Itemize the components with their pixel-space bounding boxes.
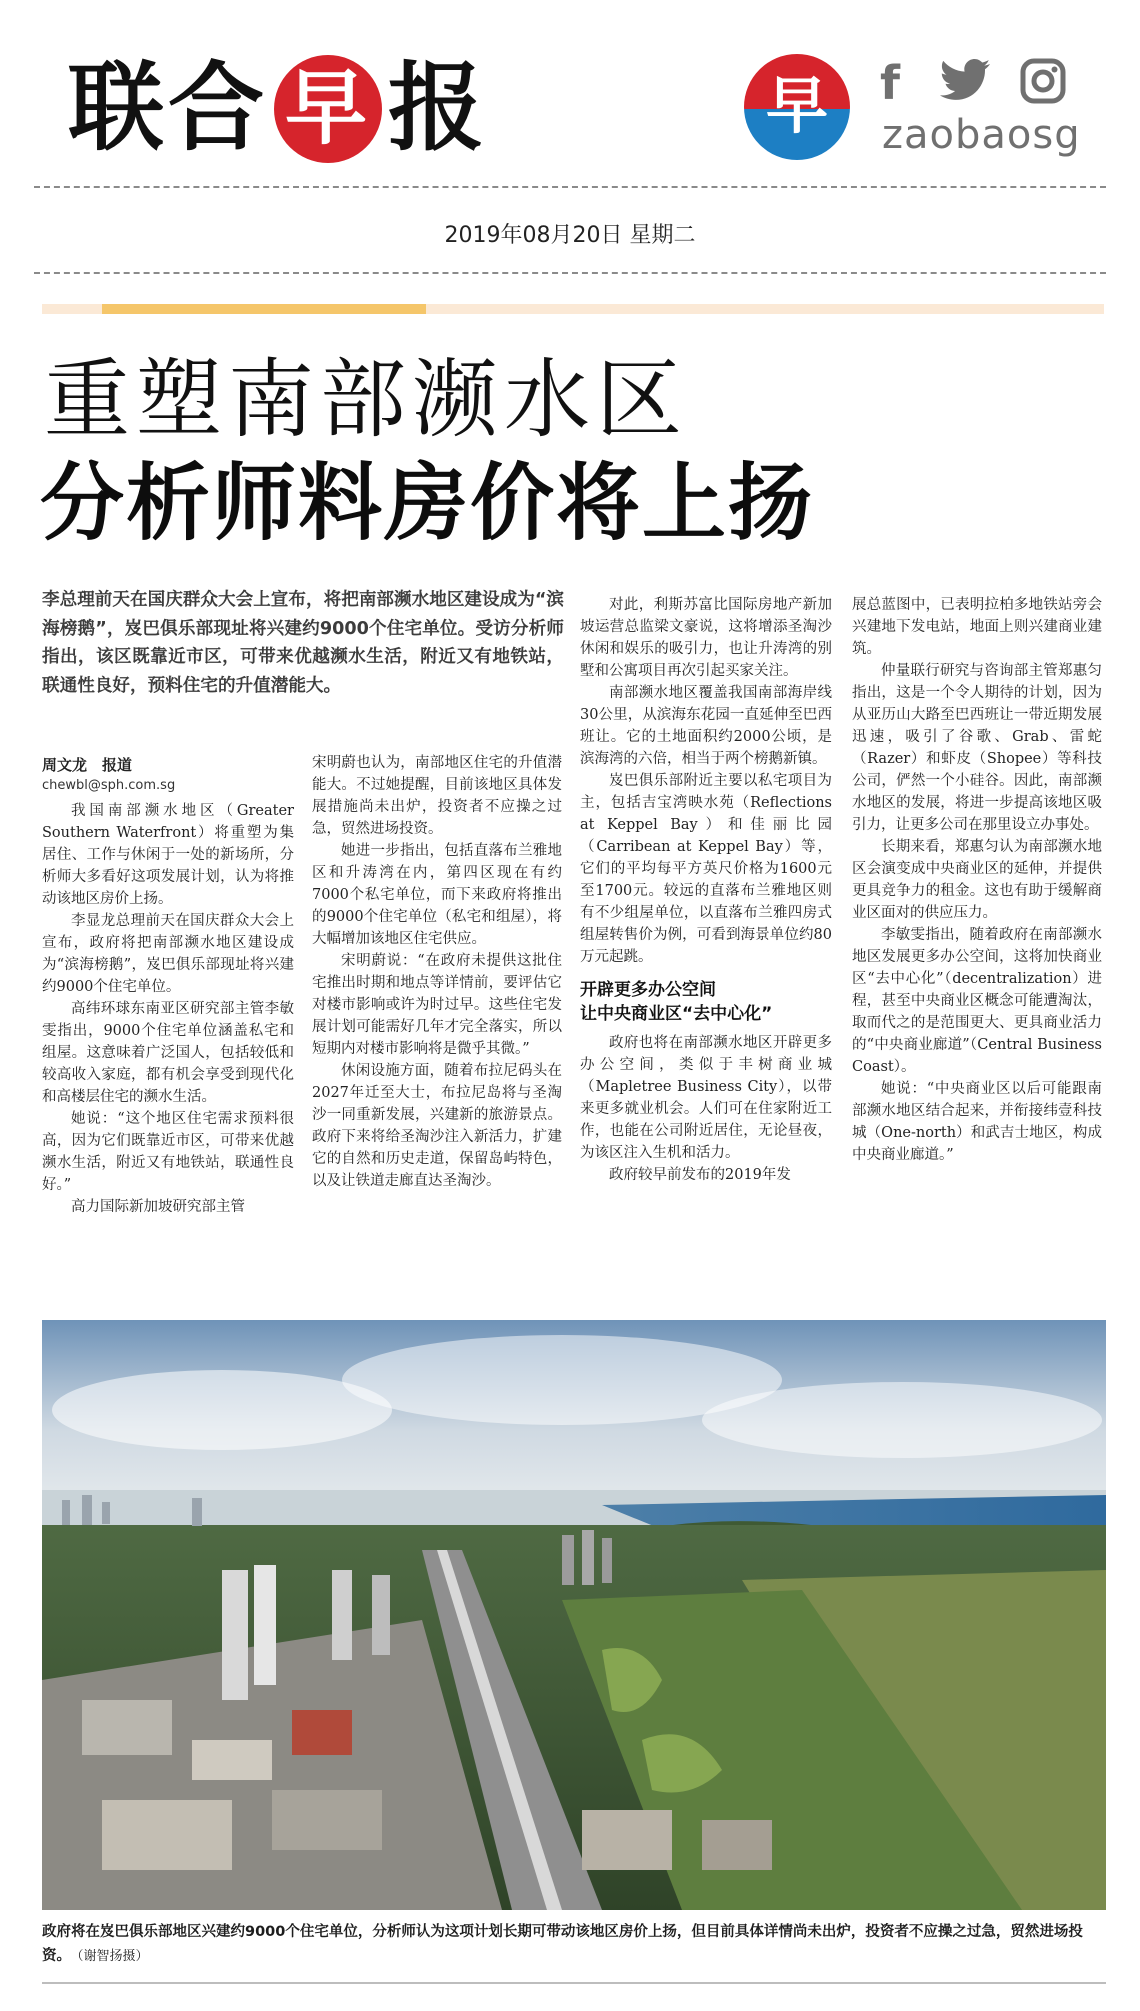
publication-date: 2019年08月20日 星期二 (444, 223, 696, 248)
paragraph: 岌巴俱乐部附近主要以私宅项目为主，包括吉宝湾映水苑（Reflections at Keppel Bay）和佳丽比园（Carribean at Keppel Bay）等，它们的平均每平方英尺价格为1600元至1700元。较远的直落布兰雅地区则有不少组屋单位，以直落布兰雅四房式组屋转售价为例，可看到海景单位约80万元起跳。 (580, 773, 832, 965)
caption-text: 政府将在岌巴俱乐部地区兴建约9000个住宅单位，分析师认为这项计划长期可带动该地区房价上扬，但目前具体详情尚未出炉，投资者不应操之过急，贸然进场投资。 (42, 1924, 1083, 1964)
logo-char: 早 (765, 69, 828, 142)
photo-caption (42, 1920, 1106, 1969)
paragraph: 政府也将在南部濒水地区开辟更多办公空间，类似于丰树商业城（Mapletree Business City），以带来更多就业机会。人们可在住家附近工作，也能在公司附近居住，无论昼夜，为该区注入生机和活力。 (580, 1035, 832, 1161)
subheading-line-2: 让中央商业区“去中心化” (580, 1004, 773, 1024)
byline-email[interactable]: chewbl@sph.com.sg (42, 778, 176, 793)
brand-highlight-text: 早 (274, 55, 382, 163)
accent-bar (42, 304, 1104, 314)
social-links (880, 58, 1080, 108)
paragraph: 长期来看，郑惠匀认为南部濒水地区会演变成中央商业区的延伸，并提供更具竞争力的租金。这也有助于缓解商业区面对的供应压力。 (852, 839, 1102, 921)
article-column-2 (312, 752, 562, 1192)
article-lead: 李总理前天在国庆群众大会上宣布，将把南部濒水地区建设成为“滨海榜鹅”，岌巴俱乐部现址将兴建约9000个住宅单位。受访分析师指出，该区既靠近市区，可带来优越濒水生活，附近又有地铁站，联通性良好，预料住宅的升值潜能大。 (42, 590, 564, 696)
paragraph: 宋明蔚也认为，南部地区住宅的升值潜能大。不过她提醒，目前该地区具体发展措施尚未出炉，投资者不应操之过急，贸然进场投资。 (312, 755, 562, 837)
newspaper-brand-logo[interactable] (68, 48, 488, 169)
byline-author: 周文龙 报道 (42, 756, 133, 774)
social-handle[interactable]: zaobaosg (882, 112, 1081, 158)
paragraph: 休闲设施方面，随着布拉尼码头在2027年迁至大士，布拉尼岛将与圣淘沙一同重新发展，兴建新的旅游景点。政府下来将给圣淘沙注入新活力，扩建它的自然和历史走道，保留岛屿特色，以及让铁道走廊直达圣淘沙。 (312, 1063, 562, 1189)
brand-right-text: 报 (388, 52, 488, 164)
paragraph: 她说：“中央商业区以后可能跟南部濒水地区结合起来，并衔接纬壹科技城（One-north）和武吉士地区，构成中央商业廊道。” (852, 1081, 1102, 1163)
paragraph: 高纬环球东南亚区研究部主管李敏雯指出，9000个住宅单位涵盖私宅和组屋。这意味着广泛国人，包括较低和较高收入家庭，都有机会享受到现代化和高楼层住宅的濒水生活。 (42, 1001, 294, 1105)
paragraph: 我国南部濒水地区（Greater Southern Waterfront）将重塑为集居住、工作与休闲于一处的新场所，分析师大多看好这项发展计划，认为将推动该地区房价上扬。 (42, 803, 294, 907)
paragraph: 对此，利斯苏富比国际房地产新加坡运营总监梁文豪说，这将增添圣淘沙休闲和娱乐的吸引力，也让升涛湾的别墅和公寓项目再次引起买家关注。 (580, 597, 832, 679)
paragraph: 南部濒水地区覆盖我国南部海岸线30公里，从滨海东花园一直延伸至巴西班让。它的土地面积约2000公顷，是滨海湾的六倍，相当于两个榜鹅新镇。 (580, 685, 832, 767)
brand-left-text: 联合 (68, 52, 268, 164)
subheading-line-1: 开辟更多办公空间 (580, 980, 716, 1000)
paragraph: 仲量联行研究与咨询部主管郑惠匀指出，这是一个令人期待的计划，因为从亚历山大路至巴西班让一带近期发展迅速，吸引了谷歌、Grab、雷蛇（Razer）和虾皮（Shopee）等科技公司，俨然一个小硅谷。因此，南部濒水地区的发展，将进一步提高该地区吸引力，让更多公司在那里设立办事处。 (852, 663, 1102, 833)
aerial-photo-image (42, 1320, 1106, 1910)
paragraph: 高力国际新加坡研究部主管 (71, 1199, 245, 1215)
paragraph: 李敏雯指出，随着政府在南部濒水地区发展更多办公空间，这将加快商业区“去中心化”（decentralization）进程，甚至中央商业区概念可能遭淘汰，取而代之的是范围更大、更具商业活力的“中央商业廊道”（Central Business Coast）。 (852, 927, 1102, 1075)
article-column-1 (42, 800, 294, 1218)
accent-bar-fill (102, 304, 426, 314)
paragraph: 李显龙总理前天在国庆群众大会上宣布，政府将把南部濒水地区建设成为“滨海榜鹅”，岌巴俱乐部现址将兴建约9000个住宅单位。 (42, 913, 294, 995)
headline-line-1: 重塑南部濒水区 (44, 350, 688, 450)
article-column-3 (580, 594, 832, 1186)
divider-bottom (34, 272, 1106, 274)
aerial-photo (42, 1320, 1106, 1910)
paragraph: 她进一步指出，包括直落布兰雅地区和升涛湾在内，第四区现在有约7000个私宅单位，而下来政府将推出的9000个住宅单位（私宅和组屋），将大幅增加该地区住宅供应。 (312, 843, 562, 947)
instagram-icon[interactable] (1020, 58, 1068, 108)
paragraph: 展总蓝图中，已表明拉柏多地铁站旁会兴建地下发电站，地面上则兴建商业建筑。 (852, 597, 1102, 657)
section-subheading (580, 978, 832, 1026)
paragraph: 宋明蔚说：“在政府未提供这批住宅推出时期和地点等详情前，要评估它对楼市影响或许为时过早。这些住宅发展计划可能需好几年才完全落实，所以短期内对楼市影响将是微乎其微。” (312, 953, 562, 1057)
divider-top (34, 186, 1106, 188)
facebook-icon[interactable]: f (880, 56, 901, 110)
photo-credit: （谢智扬摄） (77, 1949, 149, 1964)
twitter-icon[interactable] (940, 58, 992, 108)
masthead (0, 0, 1140, 185)
article-column-4 (852, 594, 1102, 1166)
paragraph: 政府较早前发布的2019年发 (609, 1167, 791, 1183)
bottom-divider (42, 1982, 1106, 1984)
headline-line-2: 分析师料房价将上扬 (40, 454, 815, 552)
paragraph: 她说：“这个地区住宅需求预料很高，因为它们既靠近市区，可带来优越濒水生活，附近又有地铁站，联通性良好。” (42, 1111, 294, 1193)
zaobao-circle-logo[interactable] (744, 54, 850, 160)
